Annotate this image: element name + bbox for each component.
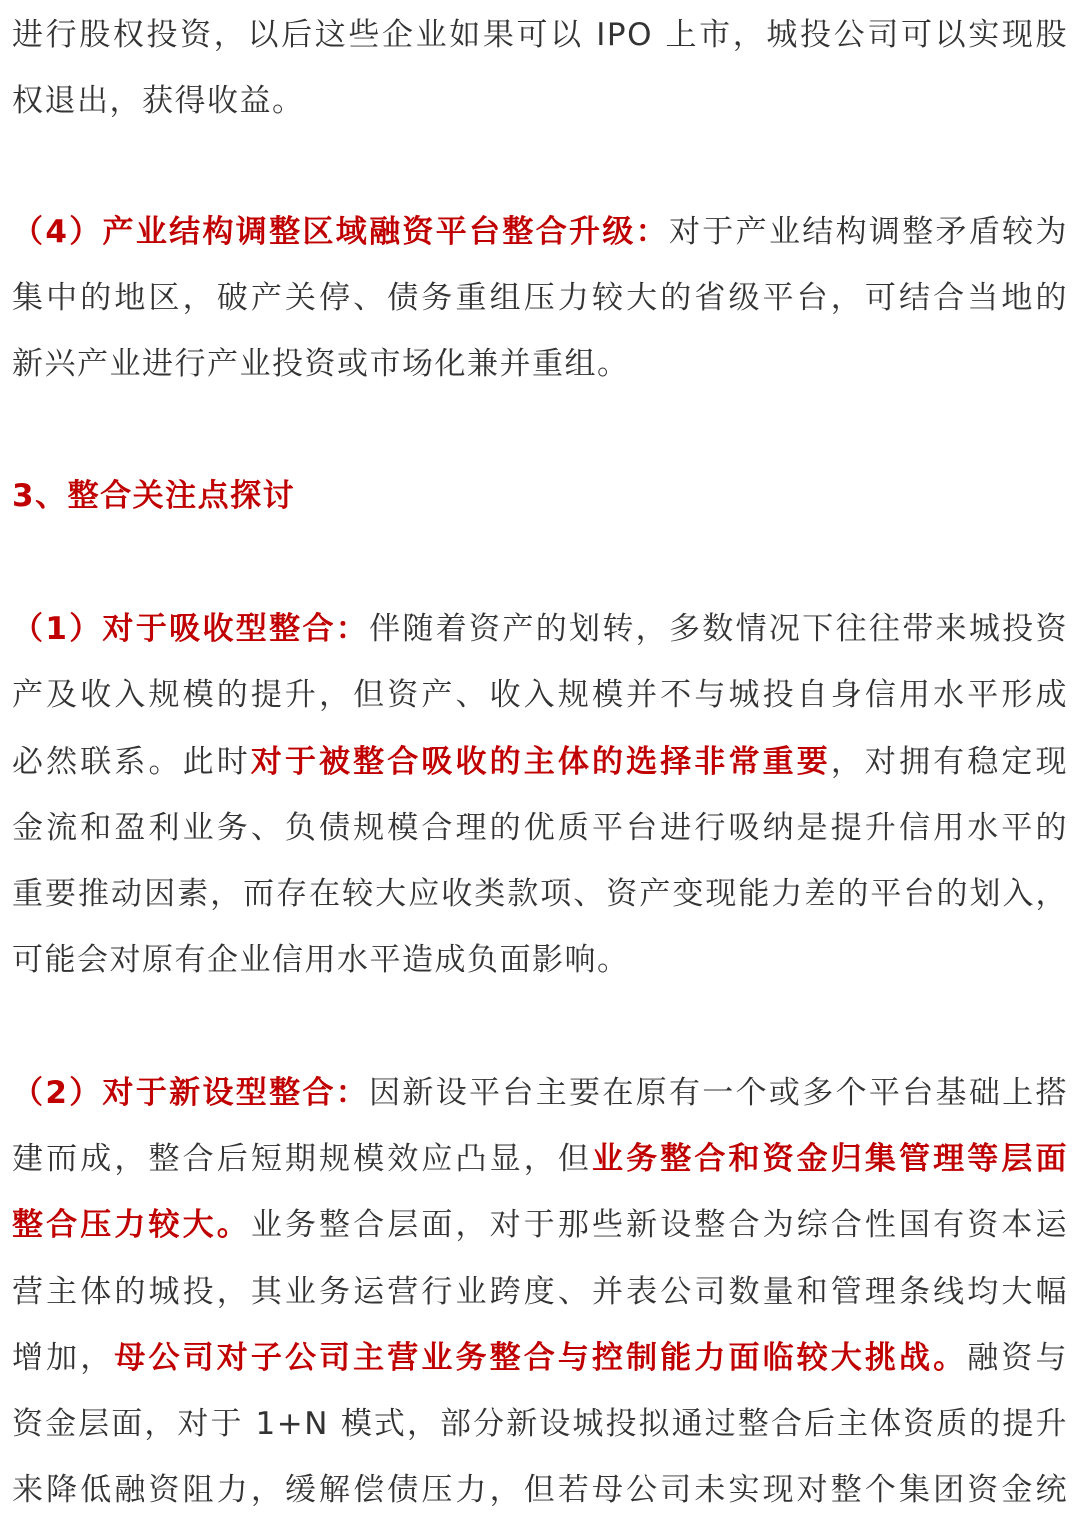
paragraph-line [12,1325,1068,1391]
section-heading: 3、整合关注点探讨 [12,478,296,514]
paragraph-label: （2）对于新设型整合： [12,1075,370,1111]
paragraph-line: 产及收入规模的提升，但资产、收入规模并不与城投自身信用水平形成 [12,677,1068,713]
paragraph-line: 营主体的城投，其业务运营行业跨度、并表公司数量和管理条线均大幅 [12,1274,1068,1310]
paragraph-line [12,596,1068,662]
paragraph-label: （1）对于吸收型整合： [12,611,370,647]
paragraph-text: 必然联系。此时 [12,744,251,780]
highlighted-text: 业务整合和资金归集管理等层面 [591,1141,1068,1177]
paragraph-line: 可能会对原有企业信用水平造成负面影响。 [12,942,630,978]
paragraph-line: 重要推动因素，而存在较大应收类款项、资产变现能力差的平台的划入， [12,876,1068,912]
highlighted-text: 对于被整合吸收的主体的选择非常重要 [250,744,831,780]
paragraph-line: 进行股权投资，以后这些企业如果可以 IPO 上市，城投公司可以实现股 [12,17,1068,53]
paragraph-line [12,1060,1068,1126]
paragraph-text: ，对拥有稳定现 [830,744,1069,780]
paragraph-text: 因新设平台主要在原有一个或多个平台基础上搭 [369,1075,1068,1111]
paragraph-line [12,729,1068,795]
highlighted-text: 母公司对子公司主营业务整合与控制能力面临较大挑战。 [114,1340,968,1376]
paragraph-line: 新兴产业进行产业投资或市场化兼并重组。 [12,346,630,382]
paragraph-line: 来降低融资阻力，缓解偿债压力，但若母公司未实现对整个集团资金统 [12,1472,1068,1508]
paragraph-text: 建而成，整合后短期规模效应凸显，但 [12,1141,592,1177]
paragraph-line: 资金层面，对于 1+N 模式，部分新设城投拟通过整合后主体资质的提升 [12,1406,1068,1442]
paragraph-label: （4）产业结构调整区域融资平台整合升级： [12,214,669,250]
paragraph-line: 金流和盈利业务、负债规模合理的优质平台进行吸纳是提升信用水平的 [12,810,1068,846]
paragraph-line: 集中的地区，破产关停、债务重组压力较大的省级平台，可结合当地的 [12,280,1068,316]
paragraph-text: 伴随着资产的划转，多数情况下往往带来城投资 [369,611,1068,647]
paragraph-text: 融资与 [967,1340,1069,1376]
highlighted-text: 整合压力较大。 [12,1207,251,1243]
paragraph-line [12,1126,1068,1192]
paragraph-line [12,1192,1068,1258]
paragraph-text: 增加， [12,1340,115,1376]
paragraph-line [12,199,1068,265]
paragraph-text: 业务整合层面，对于那些新设整合为综合性国有资本运 [250,1207,1069,1243]
paragraph-line: 权退出，获得收益。 [12,83,305,119]
paragraph-text: 对于产业结构调整矛盾较为 [668,214,1069,250]
